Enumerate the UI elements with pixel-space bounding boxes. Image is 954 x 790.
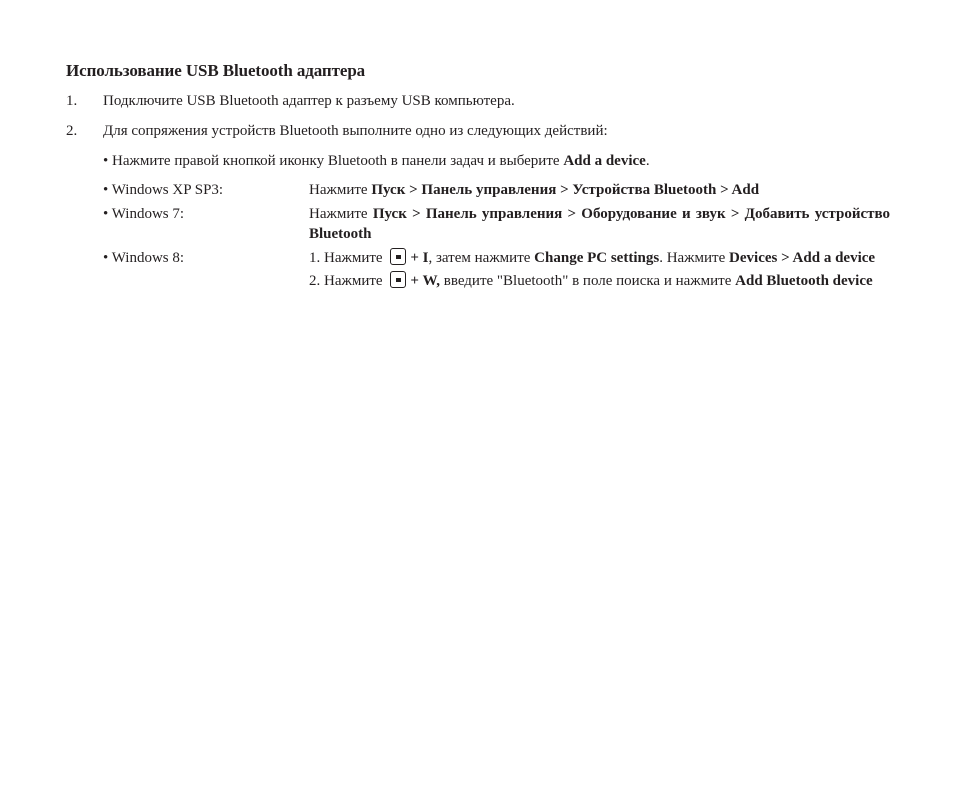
win8-method-1: [309, 248, 890, 268]
action-path: Пуск > Панель управления > Устройства Bluetooth > Add: [371, 182, 760, 198]
step-1: [66, 91, 890, 111]
option-windows-8: [103, 248, 890, 294]
option-suffix: .: [645, 153, 650, 169]
win8-method-2: [309, 271, 890, 291]
action-text: введите "Bluetooth" в поле поиска и нажмите: [440, 273, 736, 289]
step-number: 1.: [66, 93, 78, 109]
option-windows-7: [103, 204, 890, 244]
step-2: [66, 121, 890, 141]
action-text: Нажмите: [309, 182, 372, 198]
option-bold: Add a device: [563, 153, 646, 169]
option-text: • Нажмите правой кнопкой иконку Bluetooth в панели задач и выберите: [103, 153, 564, 169]
step-2-options: [66, 151, 890, 294]
os-action: [309, 204, 890, 244]
action-text: Нажмите: [309, 206, 373, 222]
action-text: , затем нажмите: [428, 250, 535, 266]
os-action: [309, 180, 890, 200]
action-text: . Нажмите: [659, 250, 730, 266]
option-taskbar: [103, 151, 890, 171]
step-number: 2.: [66, 123, 78, 139]
key-combo: + I: [410, 250, 429, 266]
action-path: Add Bluetooth device: [735, 273, 873, 289]
action-path: Change PC settings: [534, 250, 660, 266]
key-combo: + W,: [410, 273, 441, 289]
action-text: 1. Нажмите: [309, 250, 387, 266]
os-label: • Windows XP SP3:: [103, 182, 224, 198]
option-windows-xp: [103, 180, 890, 200]
os-label: • Windows 8:: [103, 250, 185, 266]
action-text: 2. Нажмите: [309, 273, 387, 289]
page-title: Использование USB Bluetooth адаптера: [66, 61, 366, 80]
windows-key-icon: [390, 271, 406, 288]
step-text: Для сопряжения устройств Bluetooth выполните одно из следующих действий:: [103, 123, 608, 139]
windows-key-icon: [390, 248, 406, 265]
action-path: Devices > Add a device: [729, 250, 876, 266]
action-path: Пуск > Панель управления > Оборудование и звук > Добавить устройство Bluetooth: [309, 206, 890, 242]
os-label: • Windows 7:: [103, 206, 185, 222]
os-action: [309, 248, 890, 294]
step-text: Подключите USB Bluetooth адаптер к разъему USB компьютера.: [103, 93, 515, 109]
document: [66, 61, 890, 298]
